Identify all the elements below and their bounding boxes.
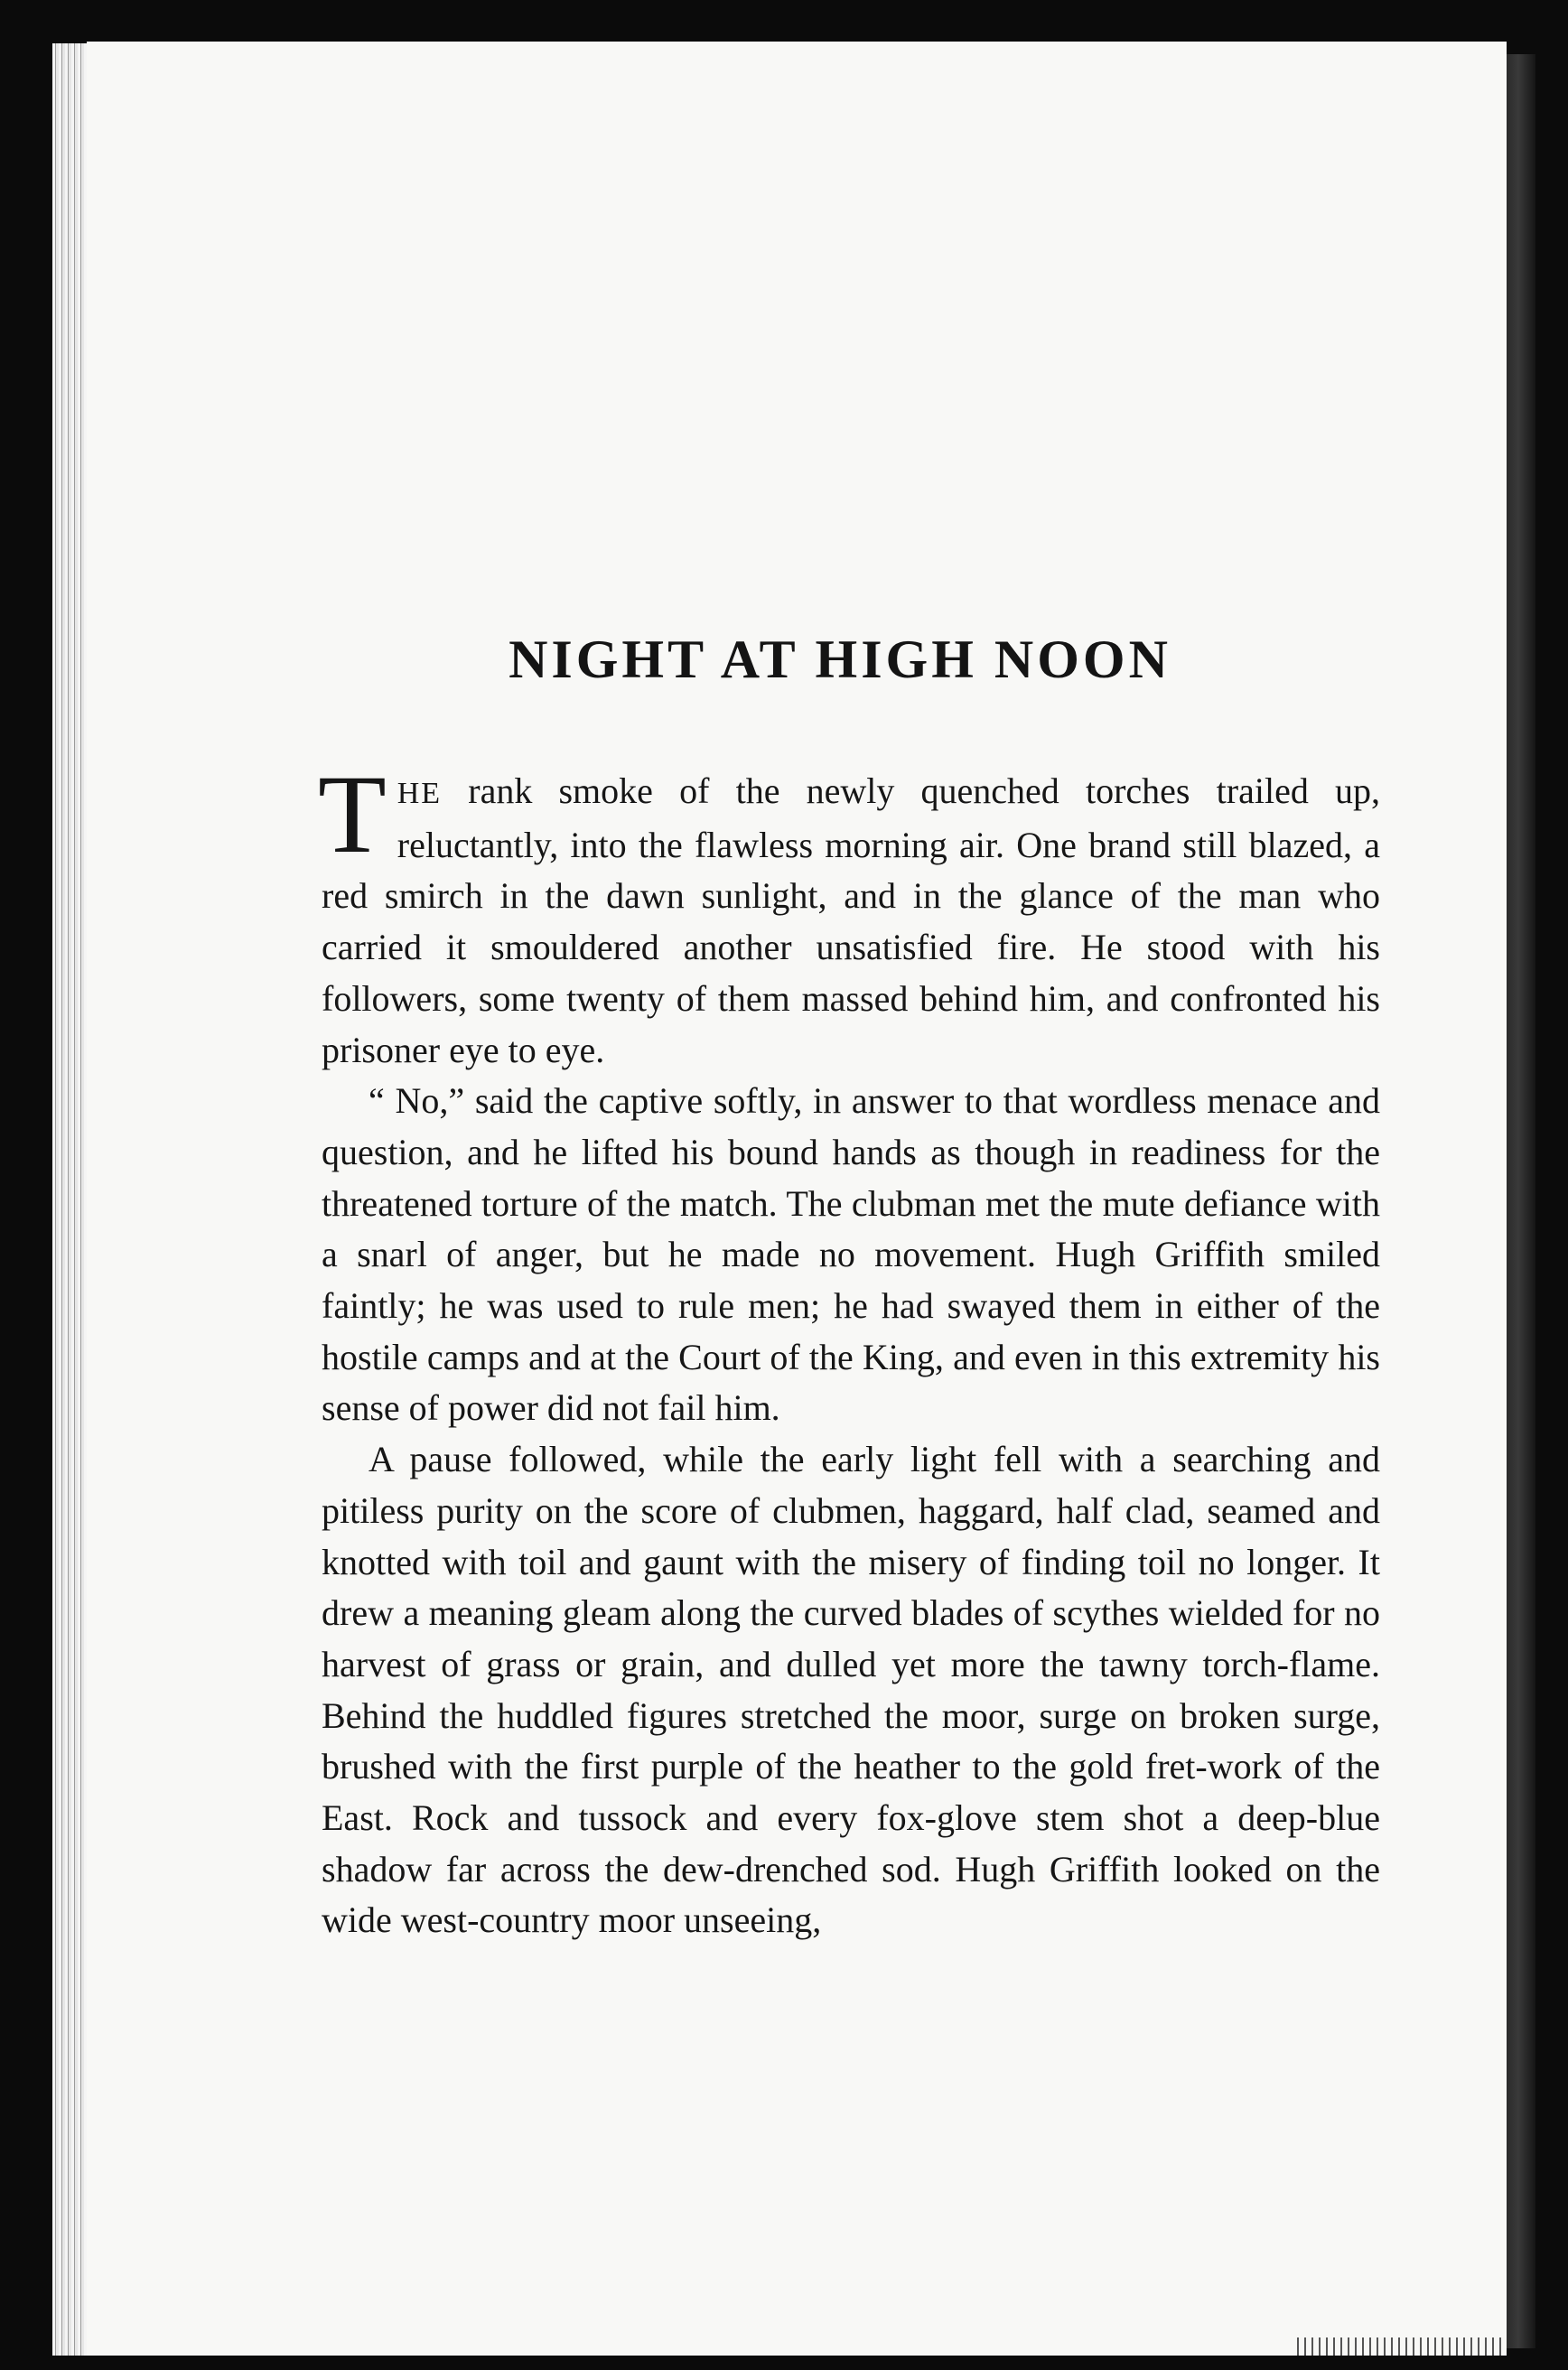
binding-shadow: [1507, 54, 1535, 2348]
drop-cap: T: [318, 752, 387, 876]
paragraph-3: A pause followed, while the early light fell with a searching and pitiless purity on the score of clubmen, haggard, half clad, seamed and knotted with toil and gaunt with the misery of finding toil no longer. It drew a meaning gleam along the curved blades of scythes wielded for no harvest of grass or grain, and dulled yet more the tawny torch-flame. Behind the huddled figures stretched the moor, surge on broken surge, brushed with the first purple of the heather to the gold fret-work of the East. Rock and tussock and every fox-glove stem shot a deep-blue shadow far across the dew-drenched sod. Hugh Griffith looked on the wide west-country moor unseeing,: [322, 1439, 1380, 1941]
chapter-title: NIGHT AT HIGH NOON: [509, 630, 1171, 689]
paragraph-2: “ No,” said the captive softly, in answer to that wordless menace and question, and he lifted his bound hands as though in readiness for the threatened torture of the match. The clubman met the mute defiance with a snarl of anger, but he made no movement. Hugh Griffith smiled faintly; he was used to rule men; he had swayed them in either of the hostile camps and at the Court of the King, and even in this extremity his sense of power did not fail him.: [322, 1080, 1380, 1429]
paragraph-1-text: rank smoke of the newly quenched torches trailed up, reluctantly, into the flawless morning air. One brand still blazed, a red smirch in the dawn sunlight, and in the glance of the man who carried it smouldered another unsatisfied fire. He stood with his followers, some twenty of them massed behind him, and confronted his prisoner eye to eye.: [322, 770, 1380, 1070]
page-edge-ticks: [1292, 2337, 1507, 2356]
body-text: [318, 752, 1380, 1946]
paragraph-1: [318, 752, 1380, 1076]
opening-small-caps: HE: [397, 777, 443, 810]
